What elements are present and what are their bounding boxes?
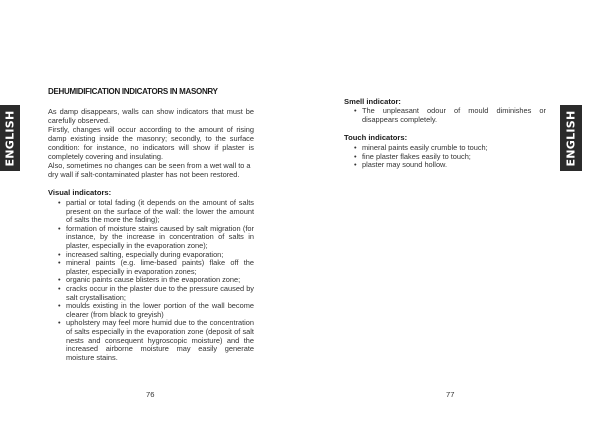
visual-indicators-heading: Visual indicators: <box>48 188 112 197</box>
language-tab-right-label: ENGLISH <box>564 109 578 167</box>
list-item: • organic paints cause blisters in the evaporation zone; <box>48 276 254 285</box>
list-item: • fine plaster flakes easily to touch; <box>344 153 546 162</box>
list-item: • formation of moisture stains caused by salt migration (for instance, by the increase in concentration of salts in plaster, especially in the evaporation zone); <box>48 225 254 251</box>
list-item: • mineral paints easily crumble to touch; <box>344 144 546 153</box>
list-item: • partial or total fading (it depends on the amount of salts present on the surface of the wall: the lower the amount of salts the more the fading); <box>48 199 254 225</box>
list-item: • upholstery may feel more humid due to the concentration of salts especially in the evaporation zone (deposit of salt nests and consequent hygroscopic moisture) and the increased airborne moisture may easily generate moisture stains. <box>48 319 254 362</box>
language-tab-left-label: ENGLISH <box>3 109 17 167</box>
right-page <box>300 0 600 436</box>
smell-indicator-list <box>344 107 546 124</box>
intro-paragraph: As damp disappears, walls can show indicators that must be carefully observed. <box>48 107 254 125</box>
list-item: • plaster may sound hollow. <box>344 161 546 170</box>
smell-indicator-heading: Smell indicator: <box>344 97 401 106</box>
list-item: • The unpleasant odour of mould diminishes or disappears completely. <box>344 107 546 124</box>
page-number-left: 76 <box>146 390 155 399</box>
language-tab-left <box>0 105 20 171</box>
visual-indicators-list <box>48 199 254 362</box>
intro-text <box>48 107 254 179</box>
intro-paragraph: Firstly, changes will occur according to the amount of rising damp existing inside the masonry; secondly, to the surface condition: for instance, no indicators will show if plaster is completely covering and insulating. <box>48 125 254 161</box>
touch-indicators-heading: Touch indicators: <box>344 133 408 142</box>
list-item: • cracks occur in the plaster due to the pressure caused by salt crystallisation; <box>48 285 254 302</box>
language-tab-right <box>560 105 582 171</box>
list-item: • increased salting, especially during evaporation; <box>48 251 254 260</box>
touch-indicators-list <box>344 144 546 170</box>
section-title: DEHUMIDIFICATION INDICATORS IN MASONRY <box>48 87 218 96</box>
list-item: • moulds existing in the lower portion of the wall become clearer (from black to greyish) <box>48 302 254 319</box>
intro-paragraph: Also, sometimes no changes can be seen from a wet wall to a dry wall if salt-contaminated plaster has not been restored. <box>48 161 251 179</box>
page-number-right: 77 <box>446 390 455 399</box>
list-item: • mineral paints (e.g. lime-based paints) flake off the plaster, especially in evaporation zones; <box>48 259 254 276</box>
